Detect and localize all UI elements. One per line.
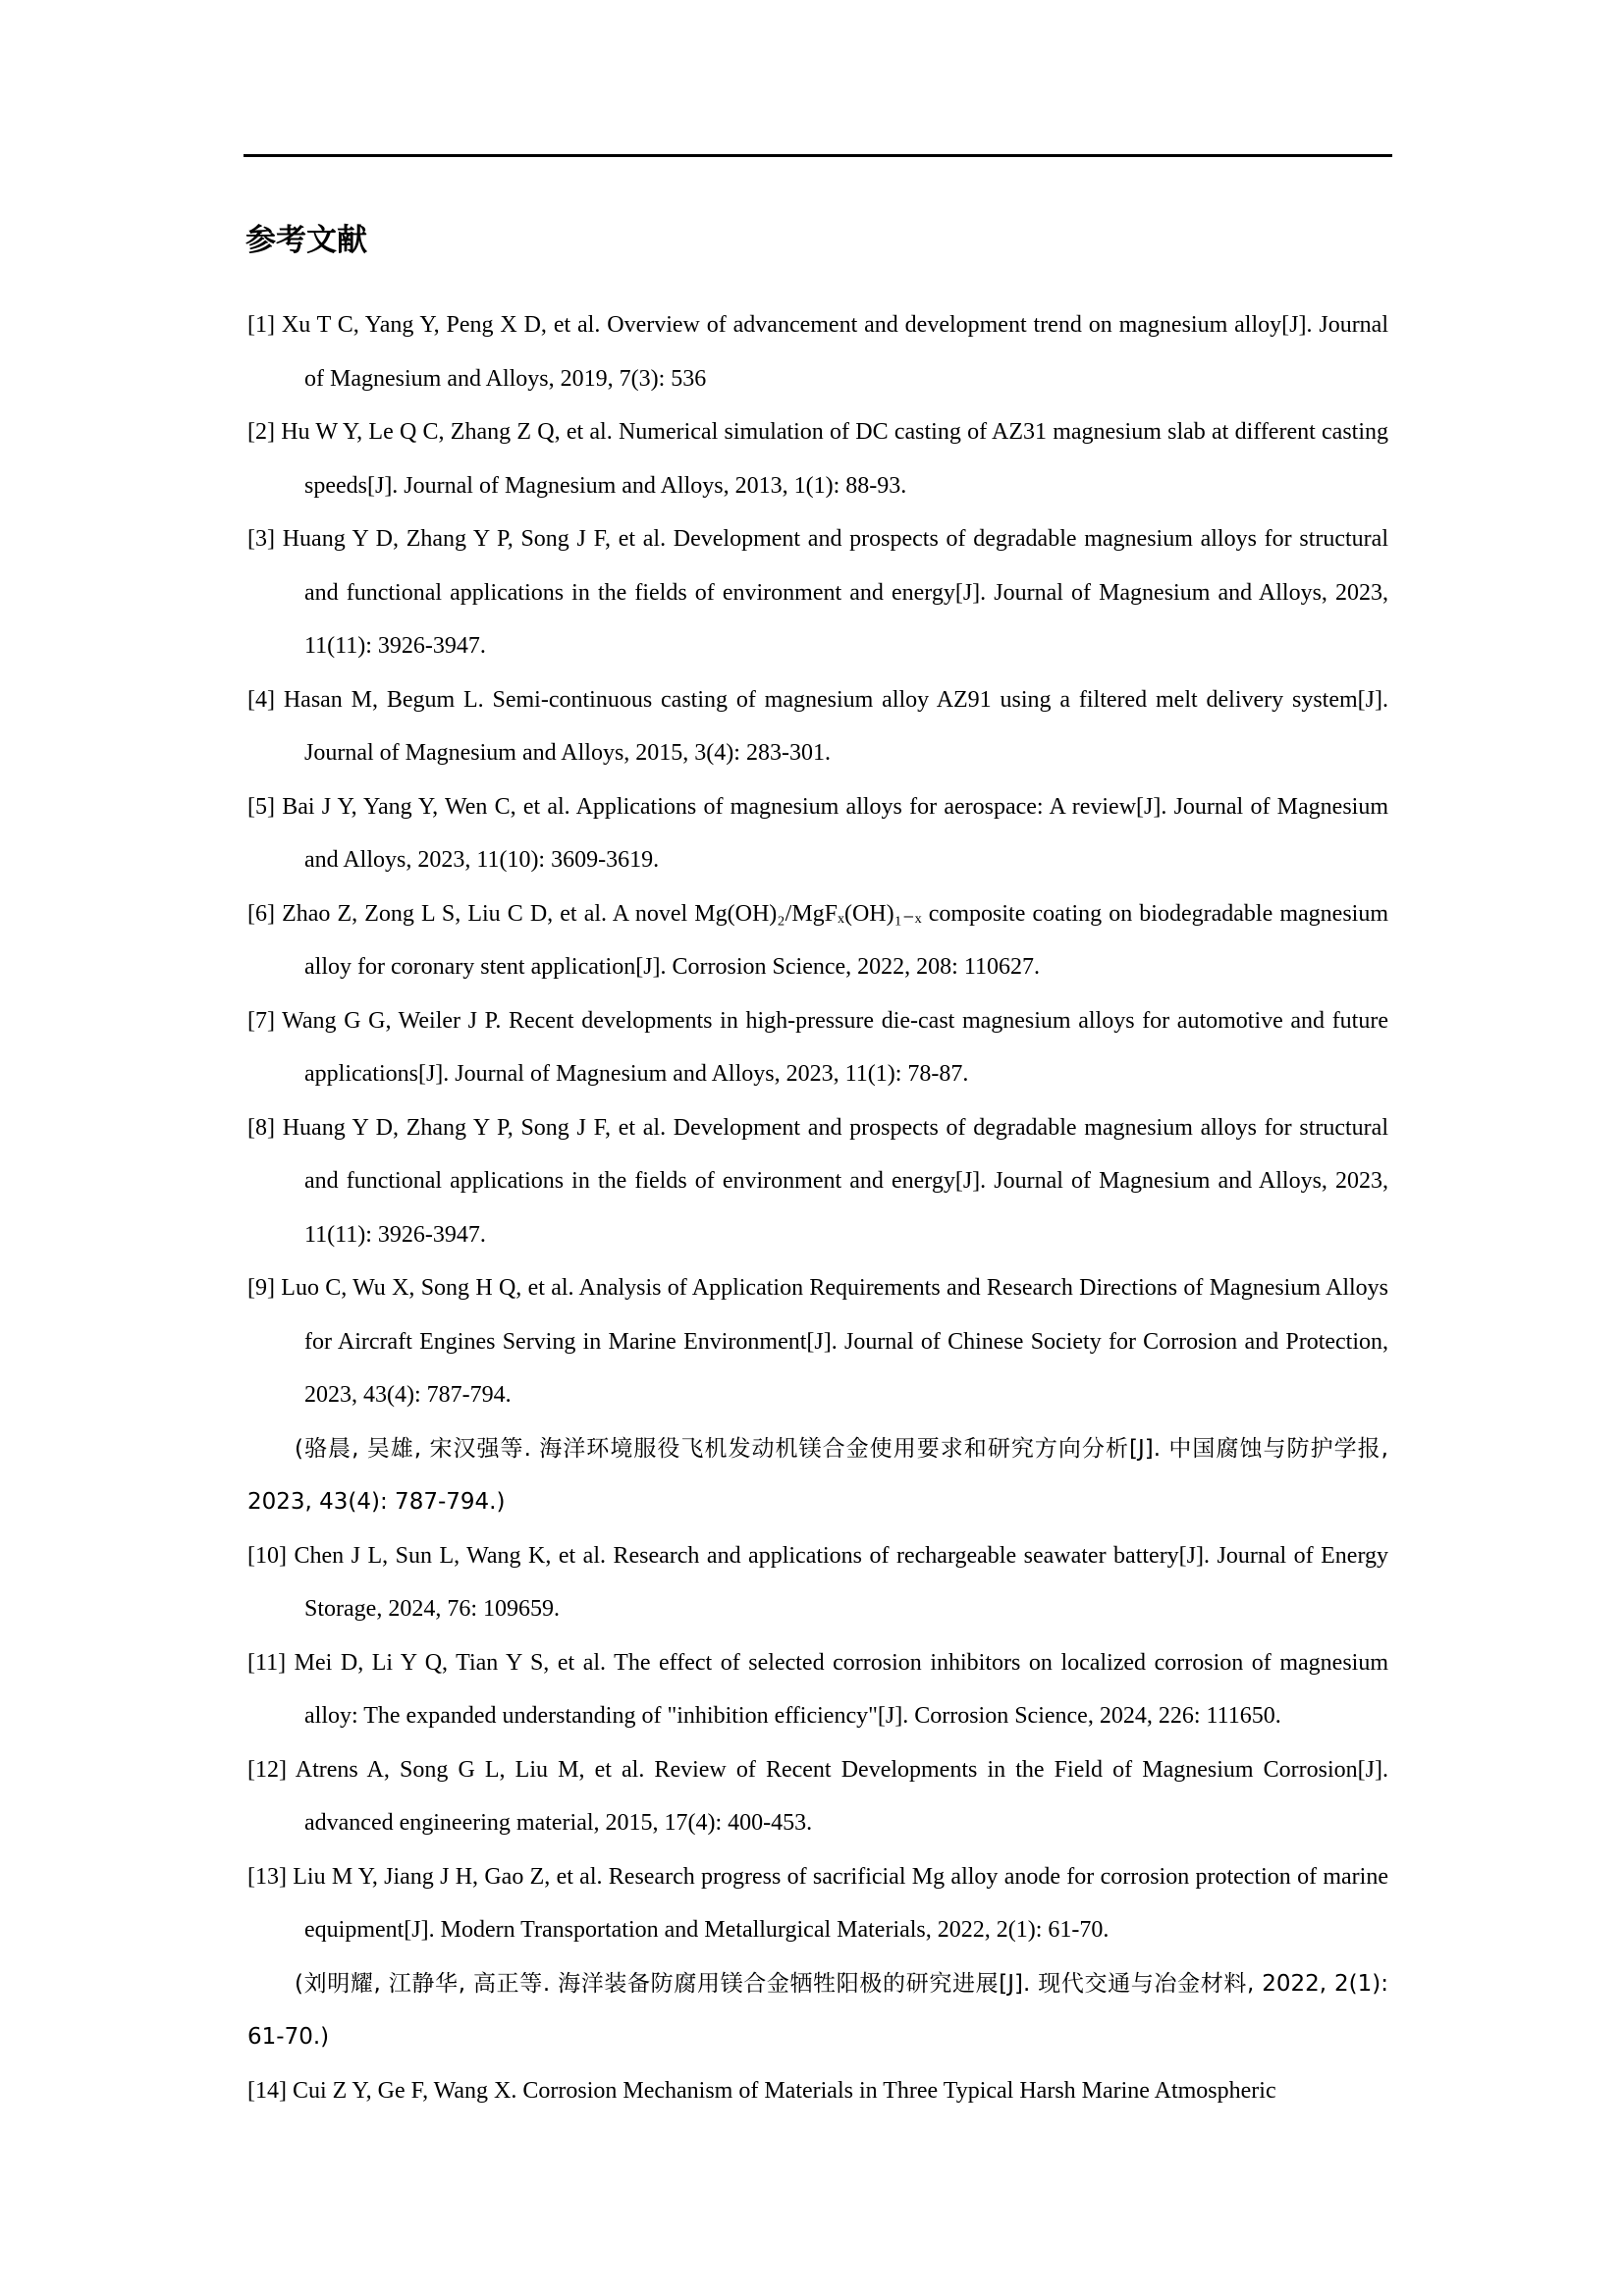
reference-translation-text: (刘明耀, 江静华, 高正等. 海洋装备防腐用镁合金牺牲阳极的研究进展[J]. 现代交通与冶金材料, 2022, 2(1): 61-70.) xyxy=(247,1970,1388,2050)
reference-item-2: [2] Hu W Y, Le Q C, Zhang Z Q, et al. Numerical simulation of DC casting of AZ31 magnesium slab at different casting speeds[J]. Journal of Magnesium and Alloys, 2013, 1(1): 88-93. xyxy=(247,419,1388,499)
reference-list xyxy=(247,298,1388,2117)
reference-item-13: [13] Liu M Y, Jiang J H, Gao Z, et al. Research progress of sacrificial Mg alloy anode for corrosion protection of marine equipment[J]. Modern Transportation and Metallurgical Materials, 2022, 2(1): 61-70. xyxy=(247,1863,1388,1943)
section-title: 参考文献 xyxy=(245,223,367,258)
reference-item-14: [14] Cui Z Y, Ge F, Wang X. Corrosion Mechanism of Materials in Three Typical Harsh Marine Atmospheric xyxy=(247,2077,1276,2104)
reference-item-6: [6] Zhao Z, Zong L S, Liu C D, et al. A novel Mg(OH)₂/MgFₓ(OH)₁₋ₓ composite coating on biodegradable magnesium alloy for coronary stent application[J]. Corrosion Science, 2022, 208: 110627. xyxy=(247,900,1388,980)
reference-item-11: [11] Mei D, Li Y Q, Tian Y S, et al. The effect of selected corrosion inhibitors on localized corrosion of magnesium alloy: The expanded understanding of "inhibition efficiency"[J]. Corrosion Science, 2024, 226: 111650. xyxy=(247,1649,1388,1729)
reference-item-1: [1] Xu T C, Yang Y, Peng X D, et al. Overview of advancement and development trend on magnesium alloy[J]. Journal of Magnesium and Alloys, 2019, 7(3): 536 xyxy=(247,312,1388,392)
reference-item-4: [4] Hasan M, Begum L. Semi-continuous casting of magnesium alloy AZ91 using a filtered melt delivery system[J]. Journal of Magnesium and Alloys, 2015, 3(4): 283-301. xyxy=(247,686,1388,766)
reference-item-3: [3] Huang Y D, Zhang Y P, Song J F, et al. Development and prospects of degradable magnesium alloys for structural and functional applications in the fields of environment and energy[J]. Journal of Magnesium and Alloys, 2023, 11(11): 3926-3947. xyxy=(247,526,1388,659)
reference-item-12: [12] Atrens A, Song G L, Liu M, et al. Review of Recent Developments in the Field of Magnesium Corrosion[J]. advanced engineering material, 2015, 17(4): 400-453. xyxy=(247,1756,1388,1836)
reference-item-9-chinese xyxy=(247,1422,1388,1529)
reference-item-10: [10] Chen J L, Sun L, Wang K, et al. Research and applications of rechargeable seawater battery[J]. Journal of Energy Storage, 2024, 76: 109659. xyxy=(247,1542,1388,1622)
reference-item-9: [9] Luo C, Wu X, Song H Q, et al. Analysis of Application Requirements and Research Directions of Magnesium Alloys for Aircraft Engines Serving in Marine Environment[J]. Journal of Chinese Society for Corrosion and Protection, 2023, 43(4): 787-794. xyxy=(247,1275,1388,1408)
reference-translation-text: (骆晨, 吴雄, 宋汉强等. 海洋环境服役飞机发动机镁合金使用要求和研究方向分析[J]. 中国腐蚀与防护学报, 2023, 43(4): 787-794.) xyxy=(247,1435,1388,1515)
reference-item-8: [8] Huang Y D, Zhang Y P, Song J F, et al. Development and prospects of degradable magnesium alloys for structural and functional applications in the fields of environment and energy[J]. Journal of Magnesium and Alloys, 2023, 11(11): 3926-3947. xyxy=(247,1114,1388,1248)
header-rule xyxy=(244,154,1392,157)
reference-item-13-chinese xyxy=(247,1957,1388,2064)
reference-item-5: [5] Bai J Y, Yang Y, Wen C, et al. Applications of magnesium alloys for aerospace: A review[J]. Journal of Magnesium and Alloys, 2023, 11(10): 3609-3619. xyxy=(247,793,1388,873)
reference-item-7: [7] Wang G G, Weiler J P. Recent developments in high-pressure die-cast magnesium alloys for automotive and future applications[J]. Journal of Magnesium and Alloys, 2023, 11(1): 78-87. xyxy=(247,1007,1388,1087)
